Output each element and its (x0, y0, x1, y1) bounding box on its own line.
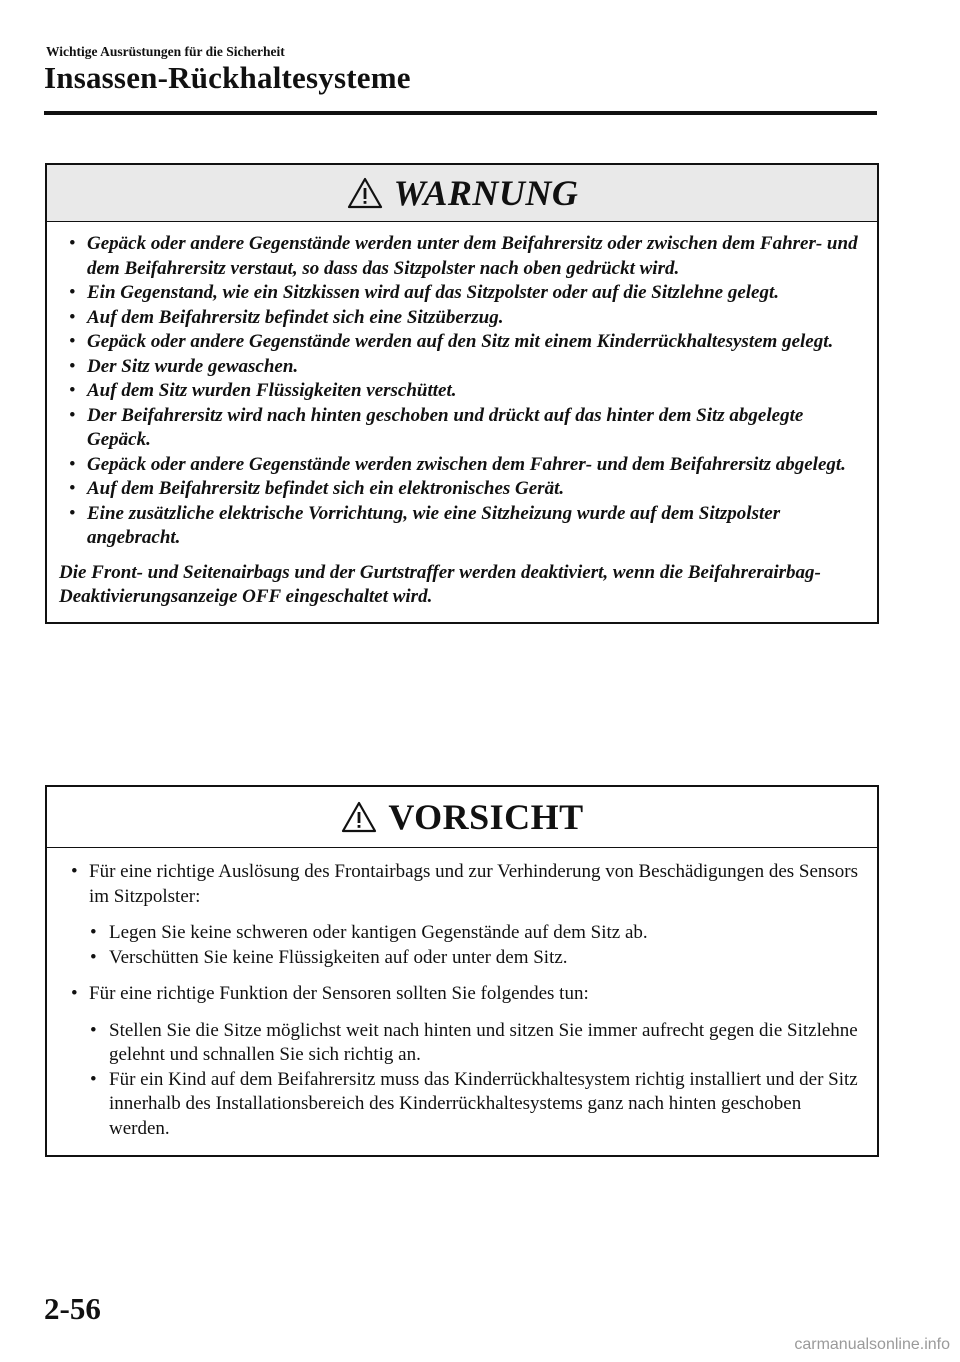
warning-triangle-icon (340, 800, 378, 834)
caution-item: • Für eine richtige Funktion der Sensoren sollten Sie folgendes tun: (47, 982, 861, 1007)
bullet-icon: • (71, 983, 78, 1004)
warning-body (47, 222, 877, 622)
caution-subitem: • Verschütten Sie keine Flüssigkeiten auf oder unter dem Sitz. (47, 946, 861, 971)
caution-header (47, 787, 877, 848)
warning-item: • Eine zusätzliche elektrische Vorrichtung, wie eine Sitzheizung wurde auf dem Sitzpolster angebracht. (69, 502, 781, 548)
warning-item: • Gepäck oder andere Gegenstände werden unter dem Beifahrersitz oder zwischen dem Fahrer- und dem Beifahrersitz verstaut, so dass das Sitzpolster nach oben gedrückt wird. (69, 233, 858, 279)
page-title: Insassen-Rückhaltesysteme (44, 60, 411, 95)
warning-item: • Ein Gegenstand, wie ein Sitzkissen wird auf das Sitzpolster oder auf die Sitzlehne gelegt. (59, 281, 863, 306)
bullet-icon: • (90, 1019, 97, 1041)
warning-item: • Auf dem Sitz wurden Flüssigkeiten verschüttet. (59, 379, 863, 404)
caution-sublist (47, 1019, 861, 1142)
caution-title: VORSICHT (388, 797, 584, 837)
caution-subitem: • Für ein Kind auf dem Beifahrersitz muss das Kinderrückhaltesystem richtig installiert und der Sitz innerhalb des Installationsbereich des Kinderrückhaltesystems ganz nach hinten geschoben werden. (90, 1068, 858, 1139)
bullet-icon: • (69, 453, 76, 475)
bullet-icon: • (69, 380, 76, 401)
bullet-icon: • (90, 922, 97, 943)
bullet-icon: • (71, 861, 78, 882)
caution-item: • Für eine richtige Auslösung des Frontairbags und zur Verhinderung von Beschädigungen des Sensors im Sitzpolster: (71, 861, 859, 907)
warning-item: • Gepäck oder andere Gegenstände werden zwischen dem Fahrer- und dem Beifahrersitz abgelegt. (59, 453, 863, 478)
section-label: Wichtige Ausrüstungen für die Sicherheit (46, 44, 285, 59)
warning-item: • Der Sitz wurde gewaschen. (59, 355, 863, 380)
bullet-icon: • (90, 1068, 97, 1090)
bullet-icon: • (90, 946, 97, 968)
bullet-icon: • (69, 404, 76, 426)
caution-subitem: • Legen Sie keine schweren oder kantigen Gegenstände auf dem Sitz ab. (47, 921, 861, 946)
title-divider (44, 111, 877, 115)
warning-note: Die Front- und Seitenairbags und der Gurtstraffer werden deaktiviert, wenn die Beifahrerairbag-Deaktivierungsanzeige OFF eingeschaltet wird. (59, 561, 821, 607)
bullet-icon: • (69, 478, 76, 499)
warning-item: • Auf dem Beifahrersitz befindet sich eine Sitzüberzug. (59, 306, 863, 331)
bullet-icon: • (69, 331, 76, 352)
watermark: carmanualsonline.info (794, 1336, 950, 1353)
warning-box (45, 163, 879, 624)
caution-body (47, 848, 877, 1155)
bullet-icon: • (69, 502, 76, 524)
warning-triangle-icon (346, 176, 384, 210)
bullet-icon: • (69, 355, 76, 377)
caution-box (45, 785, 879, 1157)
bullet-icon: • (69, 306, 76, 328)
warning-item: • Der Beifahrersitz wird nach hinten geschoben und drückt auf das hinter dem Sitz abgelegte Gepäck. (69, 404, 804, 450)
warning-title: WARNUNG (393, 173, 579, 213)
caution-subitem: • Stellen Sie die Sitze möglichst weit nach hinten und sitzen Sie immer aufrecht gegen die Sitzlehne gelehnt und schnallen Sie sich richtig an. (90, 1019, 858, 1065)
warning-item: • Gepäck oder andere Gegenstände werden auf den Sitz mit einem Kinderrückhaltesystem gelegt. (59, 330, 863, 355)
warning-list (59, 232, 863, 551)
caution-sublist (47, 921, 861, 970)
warning-header (47, 165, 877, 222)
bullet-icon: • (69, 233, 76, 254)
bullet-icon: • (69, 282, 76, 303)
warning-item: • Auf dem Beifahrersitz befindet sich ein elektronisches Gerät. (59, 477, 863, 502)
page-number: 2-56 (44, 1291, 101, 1326)
